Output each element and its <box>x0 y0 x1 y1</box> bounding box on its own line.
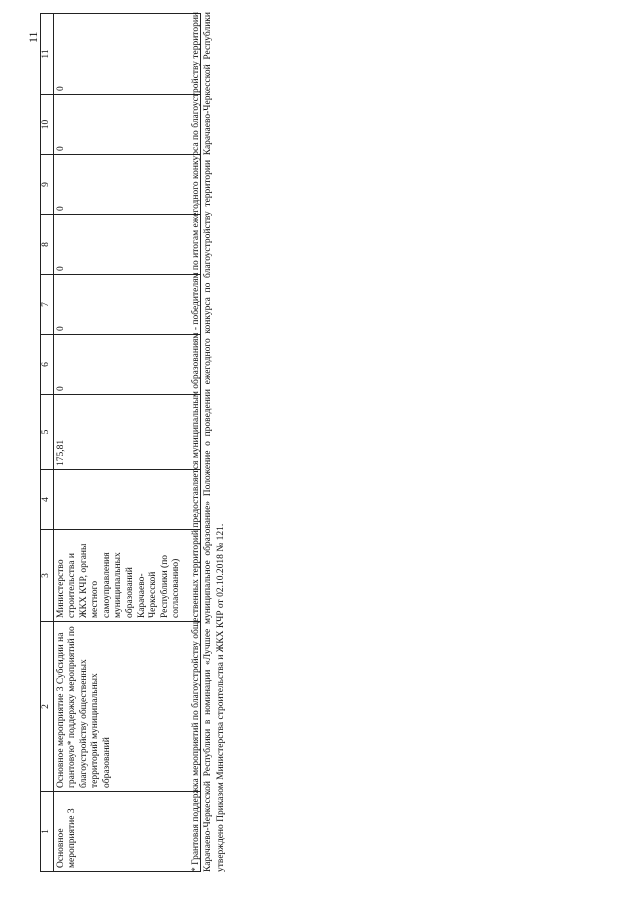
value-cell-8: 0 <box>53 215 200 275</box>
value-cell-7: 0 <box>53 275 200 335</box>
header-cell-3: 3 <box>41 530 54 622</box>
table-row <box>53 14 200 872</box>
header-cell-11: 11 <box>41 14 54 95</box>
page-number: 11 <box>26 31 40 43</box>
header-cell-9: 9 <box>41 155 54 215</box>
value-cell-11: 0 <box>53 14 200 95</box>
header-cell-10: 10 <box>41 95 54 155</box>
value-cell-6: 0 <box>53 335 200 395</box>
header-cell-8: 8 <box>41 215 54 275</box>
header-row <box>41 14 54 872</box>
value-cell-9: 0 <box>53 155 200 215</box>
header-cell-5: 5 <box>41 395 54 470</box>
header-cell-6: 6 <box>41 335 54 395</box>
header-cell-4: 4 <box>41 470 54 530</box>
value-cell-4 <box>53 470 200 530</box>
program-table <box>40 13 201 872</box>
event-name-cell: Основное мероприятие 3 Субсидии на грантовую* поддержку мероприятий по благоустройству общественных территорий муниципальных образований <box>53 622 200 792</box>
header-cell-2: 2 <box>41 622 54 792</box>
footnote: * Грантовая поддержка мероприятий по благоустройству общественных территорий предоставляется муниципальным образованиям - победителям по итогам ежегодного конкурса по благоустройству территории Карачаево-Черкесской Республики в номинации «Лучшее муниципальное образование» Положение о проведении ежегодного конкурса по благоустройству территории Карачаево-Черкесской Республики утверждено Приказом Министерства строительства и ЖКХ КЧР от 02.10.2018 № 121. <box>191 12 226 872</box>
header-cell-7: 7 <box>41 275 54 335</box>
header-cell-1: 1 <box>41 792 54 872</box>
event-status-cell: Основное мероприятие 3 <box>53 792 200 872</box>
value-cell-10: 0 <box>53 95 200 155</box>
executor-cell: Министерство строительства и ЖКХ КЧР, органы местного самоуправления муниципальных образований Карачаево-Черкесской Республики (по согласованию) <box>53 530 200 622</box>
value-cell-5: 175,81 <box>53 395 200 470</box>
